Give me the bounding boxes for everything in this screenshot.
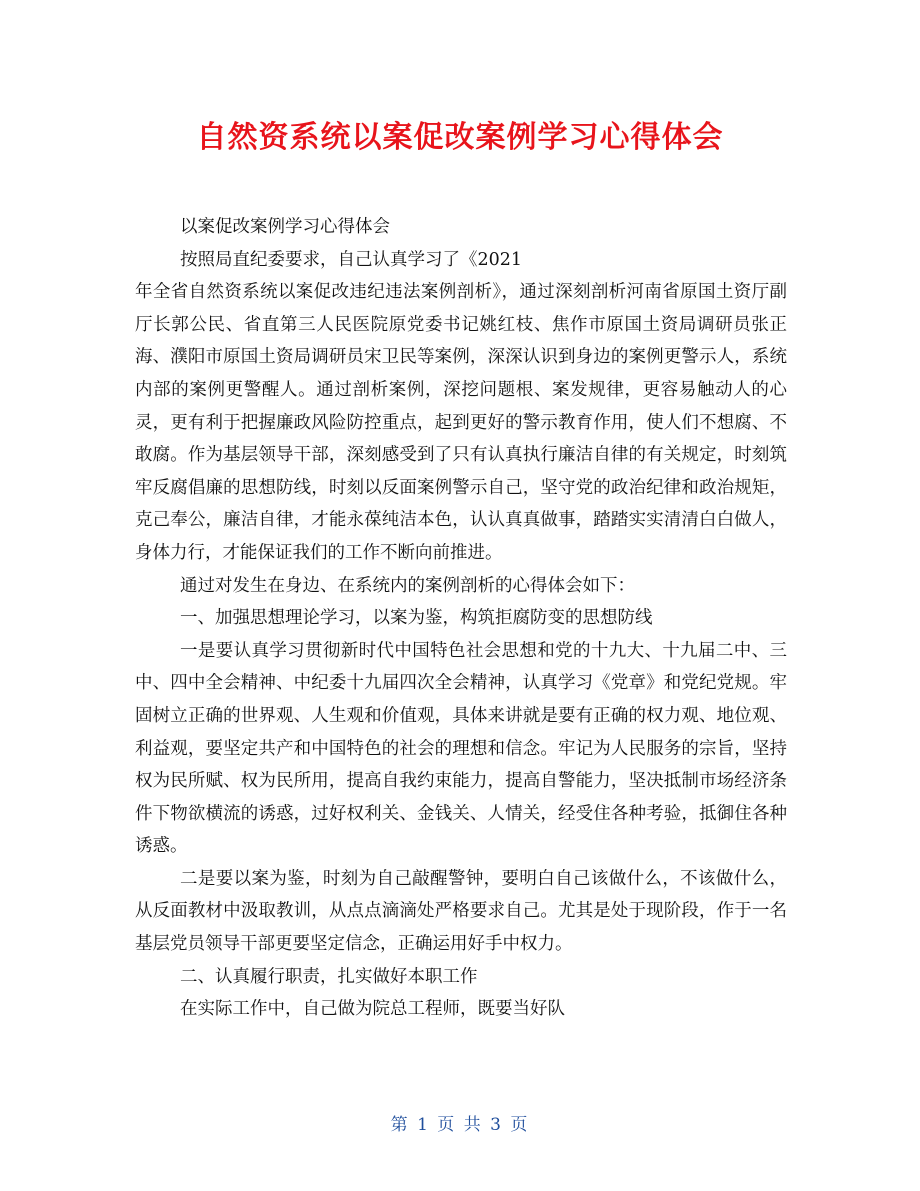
paragraph-intro-body: 年全省自然资系统以案促改违纪违法案例剖析》，通过深刻剖析河南省原国土资厅副厅长郭公民、省直第三人民医院原党委书记姚红枝、焦作市原国土资局调研员张正海、濮阳市原国土资局调研员宋卫民等案例，深深认识到身边的案例更警示人，系统内部的案例更警醒人。通过剖析案例，深挖问题根、案发规律，更容易触动人的心灵，更有利于把握廉政风险防控重点，起到更好的警示教育作用，使人们不想腐、不敢腐。作为基层领导干部，深刻感受到了只有认真执行廉洁自律的有关规定，时刻筑牢反腐倡廉的思想防线，时刻以反面案例警示自己，坚守党的政治纪律和政治规矩，克己奉公，廉洁自律，才能永葆纯洁本色，认认真真做事，踏踏实实清清白白做人，身体力行，才能保证我们的工作不断向前推进。 (135, 282, 787, 563)
section-heading-2: 二、认真履行职责，扎实做好本职工作 (180, 966, 478, 987)
document-body (135, 211, 787, 1026)
section-heading-1: 一、加强思想理论学习，以案为鉴，构筑拒腐防变的思想防线 (180, 608, 653, 629)
paragraph-work-start: 在实际工作中，自己做为院总工程师，既要当好队 (180, 999, 565, 1020)
page-footer: 第 1 页 共 3 页 (390, 1115, 530, 1135)
paragraph-heading: 以案促改案例学习心得体会 (180, 217, 390, 237)
paragraph-summary-lead: 通过对发生在身边、在系统内的案例剖析的心得体会如下： (180, 575, 635, 596)
paragraph-point-1: 一是要认真学习贯彻新时代中国特色社会思想和党的十九大、十九届二中、三中、四中全会精神、中纪委十九届四次全会精神，认真学习《党章》和党纪党规。牢固树立正确的世界观、人生观和价值观，具体来讲就是要有正确的权力观、地位观、利益观，要坚定共产和中国特色的社会的理想和信念。牢记为人民服务的宗旨，坚持权为民所赋、权为民所用，提高自我约束能力，提高自警能力，坚决抵制市场经济条件下物欲横流的诱惑，过好权利关、金钱关、人情关，经受住各种考验，抵御住各种诱惑。 (135, 640, 787, 857)
paragraph-intro-start: 按照局直纪委要求，自己认真学习了《2021 (180, 249, 523, 270)
paragraph-point-2: 二是要以案为鉴，时刻为自己敲醒警钟，要明白自己该做什么，不该做什么，从反面教材中汲取教训，从点点滴滴处严格要求自己。尤其是处于现阶段，作于一名基层党员领导干部更要坚定信念，正确运用好手中权力。 (135, 868, 787, 955)
document-title: 自然资系统以案促改案例学习心得体会 (196, 120, 724, 155)
